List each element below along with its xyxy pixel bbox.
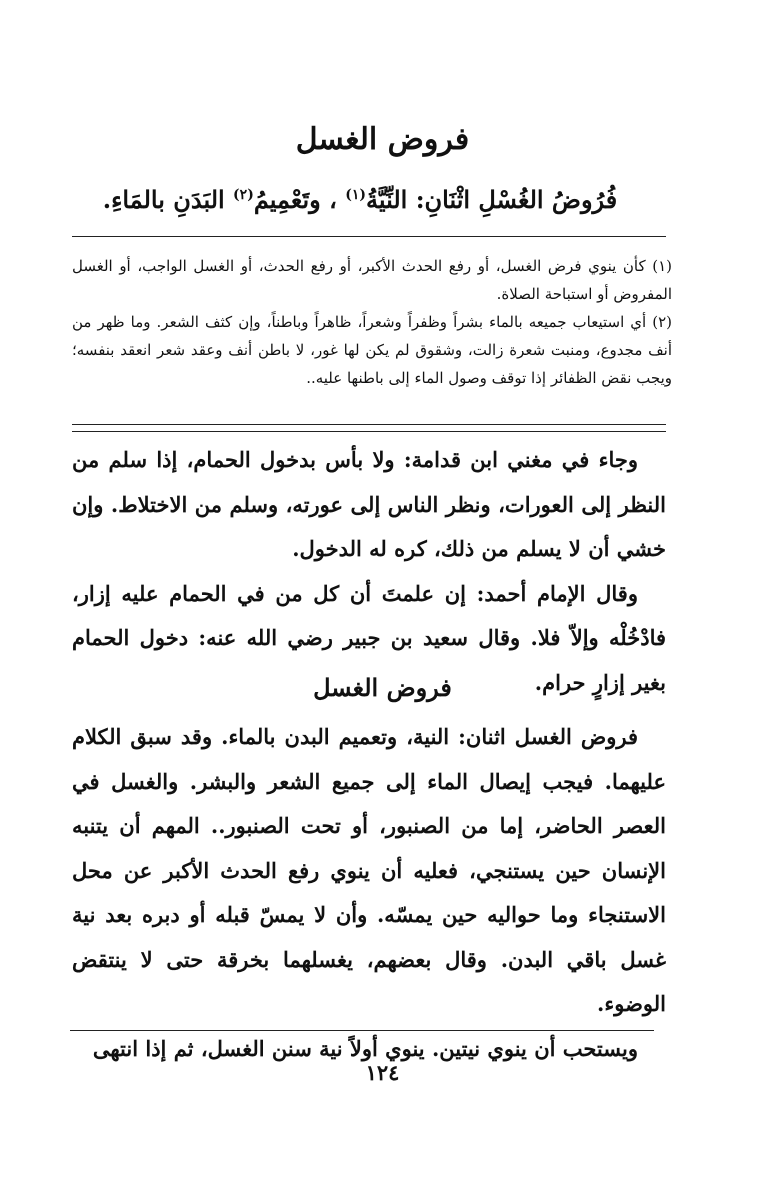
footnote-divider — [72, 236, 666, 237]
commentary-block-2 — [72, 715, 666, 1071]
chapter-title: فروض الغسل — [295, 122, 470, 157]
footnote-marker-2: (٢) — [233, 187, 254, 203]
commentary-paragraph: ويستحب أن ينوي نيتين. ينوي أولاً نية سنن الغسل، ثم إذا انتهى — [92, 1035, 638, 1061]
commentary-paragraph: وجاء في مغني ابن قدامة: ولا بأس بدخول الحمام، إذا سلم من النظر إلى العورات، ونظر الناس إلى عورته، وسلم من الاختلاط. وإن خشي أن لا يسلم من ذلك، كره له الدخول. — [72, 447, 666, 561]
footnote-1: (١) كأن ينوي فرض الغسل، أو رفع الحدث الأكبر، أو رفع الحدث، أو الغسل الواجب، أو الغسل المفروض أو استباحة الصلاة. — [72, 257, 672, 303]
matn-part-2: ، وتَعْمِيمُ — [253, 185, 337, 214]
page-number: ١٢٤ — [365, 1060, 400, 1085]
commentary-block-1 — [72, 438, 666, 705]
commentary-paragraph: فروض الغسل اثنان: النية، وتعميم البدن بالماء. وقد سبق الكلام عليهما. فيجب إيصال الماء إلى جميع الشعر والبشر. والغسل في العصر الحاضر، إما من الصنبور، أو تحت الصنبور.. المهم أن يتنبه الإنسان حين يستنجي، فعليه أن ينوي رفع الحدث الأكبر عن محل الاستنجاء وما حواليه حين يمسّه. وأن لا يمسّ قبله أو دبره بعد نية غسل باقي البدن. وقال بعضهم، يغسلهما بخرقة حتى لا ينتقض الوضوء. — [72, 724, 666, 1016]
footnote-marker-1: (١) — [345, 187, 366, 203]
page-bottom-rule — [70, 1030, 654, 1031]
commentary-paragraph: وقال الإمام أحمد: إن علمتَ أن كل من في الحمام عليه إزار، فادْخُلْه وإلاّ فلا. وقال سعيد بن جبير رضي الله عنه: دخول الحمام بغير إزارٍ حرام. — [72, 580, 666, 695]
matn-part-1: فُرُوضُ الغُسْلِ اثْنَانِ: النِّيَّةُ — [366, 185, 618, 214]
double-divider-top — [72, 424, 666, 425]
matn-text — [60, 175, 660, 225]
matn-part-3: البَدَنِ بالمَاءِ. — [102, 185, 225, 214]
double-divider-bottom — [72, 431, 666, 432]
footnotes — [72, 252, 672, 392]
section-heading: فروض الغسل — [313, 673, 452, 702]
footnote-2: (٢) أي استيعاب جميعه بالماء بشراً وظفراً وشعراً، ظاهراً وباطناً، وإن كثف الشعر. وما ظهر من أنف مجدوع، ومنبت شعرة زالت، وشقوق لم يكن لها غور، لا باطن أنف وعقد شعر انعقد بنفسه؛ ويجب نقض الظفائر إذا توقف وصول الماء إلى باطنها عليه.. — [72, 313, 672, 387]
